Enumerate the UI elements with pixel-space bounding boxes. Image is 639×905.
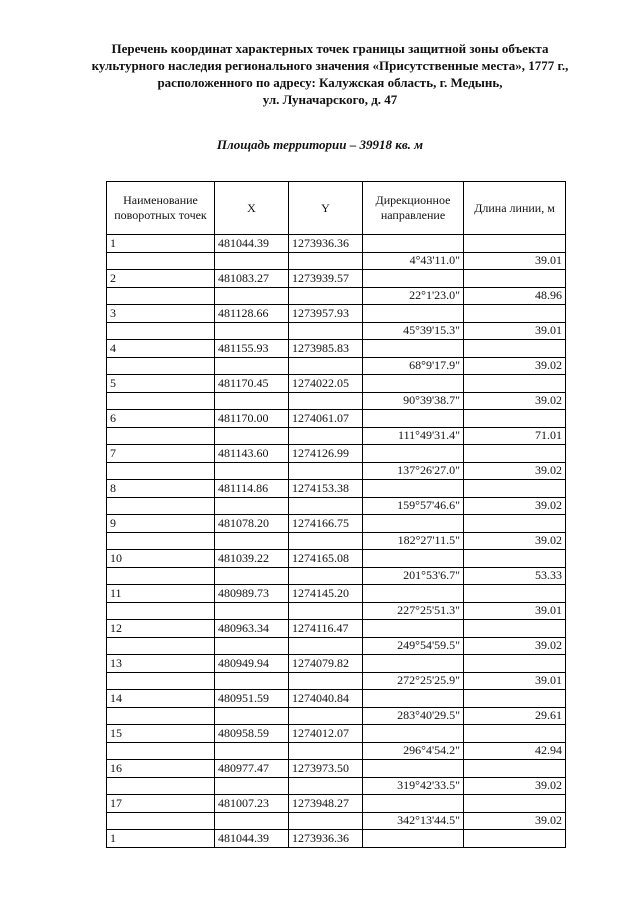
cell-x: 480958.59 [215,725,289,743]
cell-y [289,812,363,830]
cell-direction [363,585,464,603]
table-row [107,830,566,848]
table-row [107,497,566,515]
cell-direction: 22°1'23.0" [363,287,464,305]
cell-length [464,515,566,533]
cell-direction: 249°54'59.5" [363,637,464,655]
cell-x: 480963.34 [215,620,289,638]
table-row [107,375,566,393]
cell-direction [363,830,464,848]
cell-direction: 319°42'33.5" [363,777,464,795]
cell-x [215,672,289,690]
cell-x: 481155.93 [215,340,289,358]
header-line-length: Длина линии, м [464,182,566,235]
cell-point [107,427,215,445]
cell-y: 1274012.07 [289,725,363,743]
cell-length [464,795,566,813]
cell-direction: 272°25'25.9" [363,672,464,690]
cell-x [215,322,289,340]
cell-x [215,777,289,795]
cell-direction [363,270,464,288]
cell-point: 14 [107,690,215,708]
cell-length: 29.61 [464,707,566,725]
cell-length [464,235,566,253]
cell-direction [363,655,464,673]
cell-direction: 111°49'31.4" [363,427,464,445]
table-row [107,410,566,428]
cell-length: 39.01 [464,252,566,270]
cell-point: 17 [107,795,215,813]
cell-direction: 296°4'54.2" [363,742,464,760]
table-row [107,427,566,445]
table-row [107,567,566,585]
cell-direction [363,375,464,393]
cell-length [464,270,566,288]
cell-length [464,480,566,498]
cell-y [289,322,363,340]
table-row [107,532,566,550]
cell-y: 1274145.20 [289,585,363,603]
cell-y: 1274040.84 [289,690,363,708]
cell-point: 9 [107,515,215,533]
cell-y [289,287,363,305]
cell-point: 6 [107,410,215,428]
cell-x: 480989.73 [215,585,289,603]
title-line: расположенного по адресу: Калужская область, г. Медынь, [157,75,503,90]
cell-x: 481078.20 [215,515,289,533]
cell-point: 11 [107,585,215,603]
table-row [107,550,566,568]
table-row [107,637,566,655]
table-row [107,707,566,725]
table-row [107,742,566,760]
header-direction: Дирекционное направление [363,182,464,235]
table-row [107,305,566,323]
table-row [107,655,566,673]
cell-y: 1274116.47 [289,620,363,638]
cell-direction [363,620,464,638]
cell-point: 12 [107,620,215,638]
table-row [107,235,566,253]
cell-length: 39.02 [464,392,566,410]
cell-y [289,777,363,795]
cell-point: 15 [107,725,215,743]
cell-point: 16 [107,760,215,778]
cell-length: 71.01 [464,427,566,445]
cell-x: 481128.66 [215,305,289,323]
cell-length: 39.01 [464,672,566,690]
cell-length [464,305,566,323]
cell-x [215,707,289,725]
cell-point: 1 [107,830,215,848]
cell-x [215,427,289,445]
table-row [107,287,566,305]
cell-length [464,830,566,848]
cell-length [464,655,566,673]
table-row [107,392,566,410]
table-row [107,445,566,463]
cell-length [464,410,566,428]
cell-y [289,357,363,375]
cell-y [289,252,363,270]
cell-direction: 201°53'6.7" [363,567,464,585]
table-row [107,252,566,270]
cell-direction [363,690,464,708]
table-row [107,620,566,638]
title-line: Перечень координат характерных точек границы защитной зоны объекта [111,41,549,56]
cell-y [289,672,363,690]
cell-y [289,602,363,620]
cell-length: 39.02 [464,812,566,830]
cell-y [289,742,363,760]
cell-y: 1273936.36 [289,235,363,253]
cell-length: 39.01 [464,602,566,620]
cell-x [215,392,289,410]
cell-direction [363,480,464,498]
cell-point [107,672,215,690]
cell-direction [363,760,464,778]
table-row [107,812,566,830]
table-row [107,777,566,795]
cell-direction [363,515,464,533]
cell-length: 39.02 [464,637,566,655]
cell-y [289,567,363,585]
cell-x [215,357,289,375]
cell-x: 481044.39 [215,830,289,848]
cell-point: 2 [107,270,215,288]
territory-area: Площадь территории – 39918 кв. м [216,137,424,152]
cell-length: 48.96 [464,287,566,305]
cell-point [107,497,215,515]
cell-x: 481039.22 [215,550,289,568]
cell-length: 39.02 [464,357,566,375]
cell-direction: 182°27'11.5" [363,532,464,550]
cell-x: 481044.39 [215,235,289,253]
cell-point [107,567,215,585]
table-row [107,357,566,375]
cell-point [107,532,215,550]
table-row [107,585,566,603]
cell-point [107,742,215,760]
cell-x: 481170.45 [215,375,289,393]
cell-length: 39.01 [464,322,566,340]
cell-x [215,287,289,305]
cell-y: 1273948.27 [289,795,363,813]
cell-length [464,585,566,603]
cell-point: 8 [107,480,215,498]
cell-point: 4 [107,340,215,358]
cell-point [107,462,215,480]
cell-direction [363,795,464,813]
header-point-name: Наименование поворотных точек [107,182,215,235]
table-row [107,602,566,620]
cell-length: 39.02 [464,497,566,515]
cell-x: 480951.59 [215,690,289,708]
cell-point: 3 [107,305,215,323]
table-row [107,725,566,743]
table-row [107,515,566,533]
cell-x: 481143.60 [215,445,289,463]
cell-x: 481114.86 [215,480,289,498]
cell-point [107,602,215,620]
cell-direction: 283°40'29.5" [363,707,464,725]
cell-length [464,725,566,743]
cell-x [215,497,289,515]
cell-direction: 45°39'15.3" [363,322,464,340]
cell-direction: 68°9'17.9" [363,357,464,375]
cell-length: 39.02 [464,777,566,795]
cell-length [464,620,566,638]
title-line: культурного наследия регионального значения «Присутственные места», 1777 г., [91,58,569,73]
cell-length: 53.33 [464,567,566,585]
cell-y: 1274153.38 [289,480,363,498]
cell-y: 1273939.57 [289,270,363,288]
cell-direction [363,235,464,253]
title-line: ул. Луначарского, д. 47 [262,92,398,107]
table-row [107,795,566,813]
table-body [107,235,566,848]
cell-x [215,742,289,760]
cell-point [107,252,215,270]
cell-x [215,252,289,270]
cell-y: 1273985.83 [289,340,363,358]
cell-y [289,462,363,480]
cell-point [107,322,215,340]
cell-point: 7 [107,445,215,463]
table-header [107,182,566,235]
cell-x [215,462,289,480]
cell-point: 5 [107,375,215,393]
cell-length: 39.02 [464,532,566,550]
cell-length [464,550,566,568]
cell-length [464,760,566,778]
cell-direction: 137°26'27.0" [363,462,464,480]
cell-point [107,392,215,410]
cell-direction [363,550,464,568]
cell-direction [363,305,464,323]
table-row [107,462,566,480]
cell-direction [363,445,464,463]
cell-x [215,602,289,620]
cell-y [289,392,363,410]
cell-y: 1274165.08 [289,550,363,568]
cell-point: 10 [107,550,215,568]
table-row [107,690,566,708]
cell-y: 1274061.07 [289,410,363,428]
cell-y: 1274166.75 [289,515,363,533]
cell-point [107,812,215,830]
cell-x: 481007.23 [215,795,289,813]
cell-x: 481170.00 [215,410,289,428]
cell-y: 1273957.93 [289,305,363,323]
coordinates-table [106,181,566,848]
cell-x [215,532,289,550]
cell-direction [363,725,464,743]
cell-x: 480977.47 [215,760,289,778]
cell-length [464,375,566,393]
cell-y: 1274126.99 [289,445,363,463]
cell-x: 480949.94 [215,655,289,673]
cell-length [464,690,566,708]
cell-length [464,340,566,358]
cell-x [215,567,289,585]
cell-point [107,777,215,795]
cell-length: 39.02 [464,462,566,480]
cell-direction: 342°13'44.5" [363,812,464,830]
cell-point: 13 [107,655,215,673]
cell-x [215,637,289,655]
cell-direction: 159°57'46.6" [363,497,464,515]
cell-y: 1273973.50 [289,760,363,778]
document-title [70,40,590,108]
table-row [107,322,566,340]
cell-direction [363,340,464,358]
table-row [107,270,566,288]
cell-y [289,637,363,655]
cell-direction: 90°39'38.7" [363,392,464,410]
cell-y [289,532,363,550]
table-row [107,672,566,690]
header-x: X [215,182,289,235]
cell-length [464,445,566,463]
cell-y: 1274079.82 [289,655,363,673]
cell-y [289,707,363,725]
table-row [107,760,566,778]
cell-point [107,357,215,375]
cell-y: 1273936.36 [289,830,363,848]
cell-y: 1274022.05 [289,375,363,393]
cell-point [107,287,215,305]
cell-point [107,637,215,655]
cell-direction: 4°43'11.0" [363,252,464,270]
cell-point [107,707,215,725]
cell-length: 42.94 [464,742,566,760]
cell-point: 1 [107,235,215,253]
cell-x: 481083.27 [215,270,289,288]
table-row [107,480,566,498]
cell-y [289,427,363,445]
cell-y [289,497,363,515]
header-y: Y [289,182,363,235]
table-row [107,340,566,358]
cell-x [215,812,289,830]
cell-direction [363,410,464,428]
cell-direction: 227°25'51.3" [363,602,464,620]
